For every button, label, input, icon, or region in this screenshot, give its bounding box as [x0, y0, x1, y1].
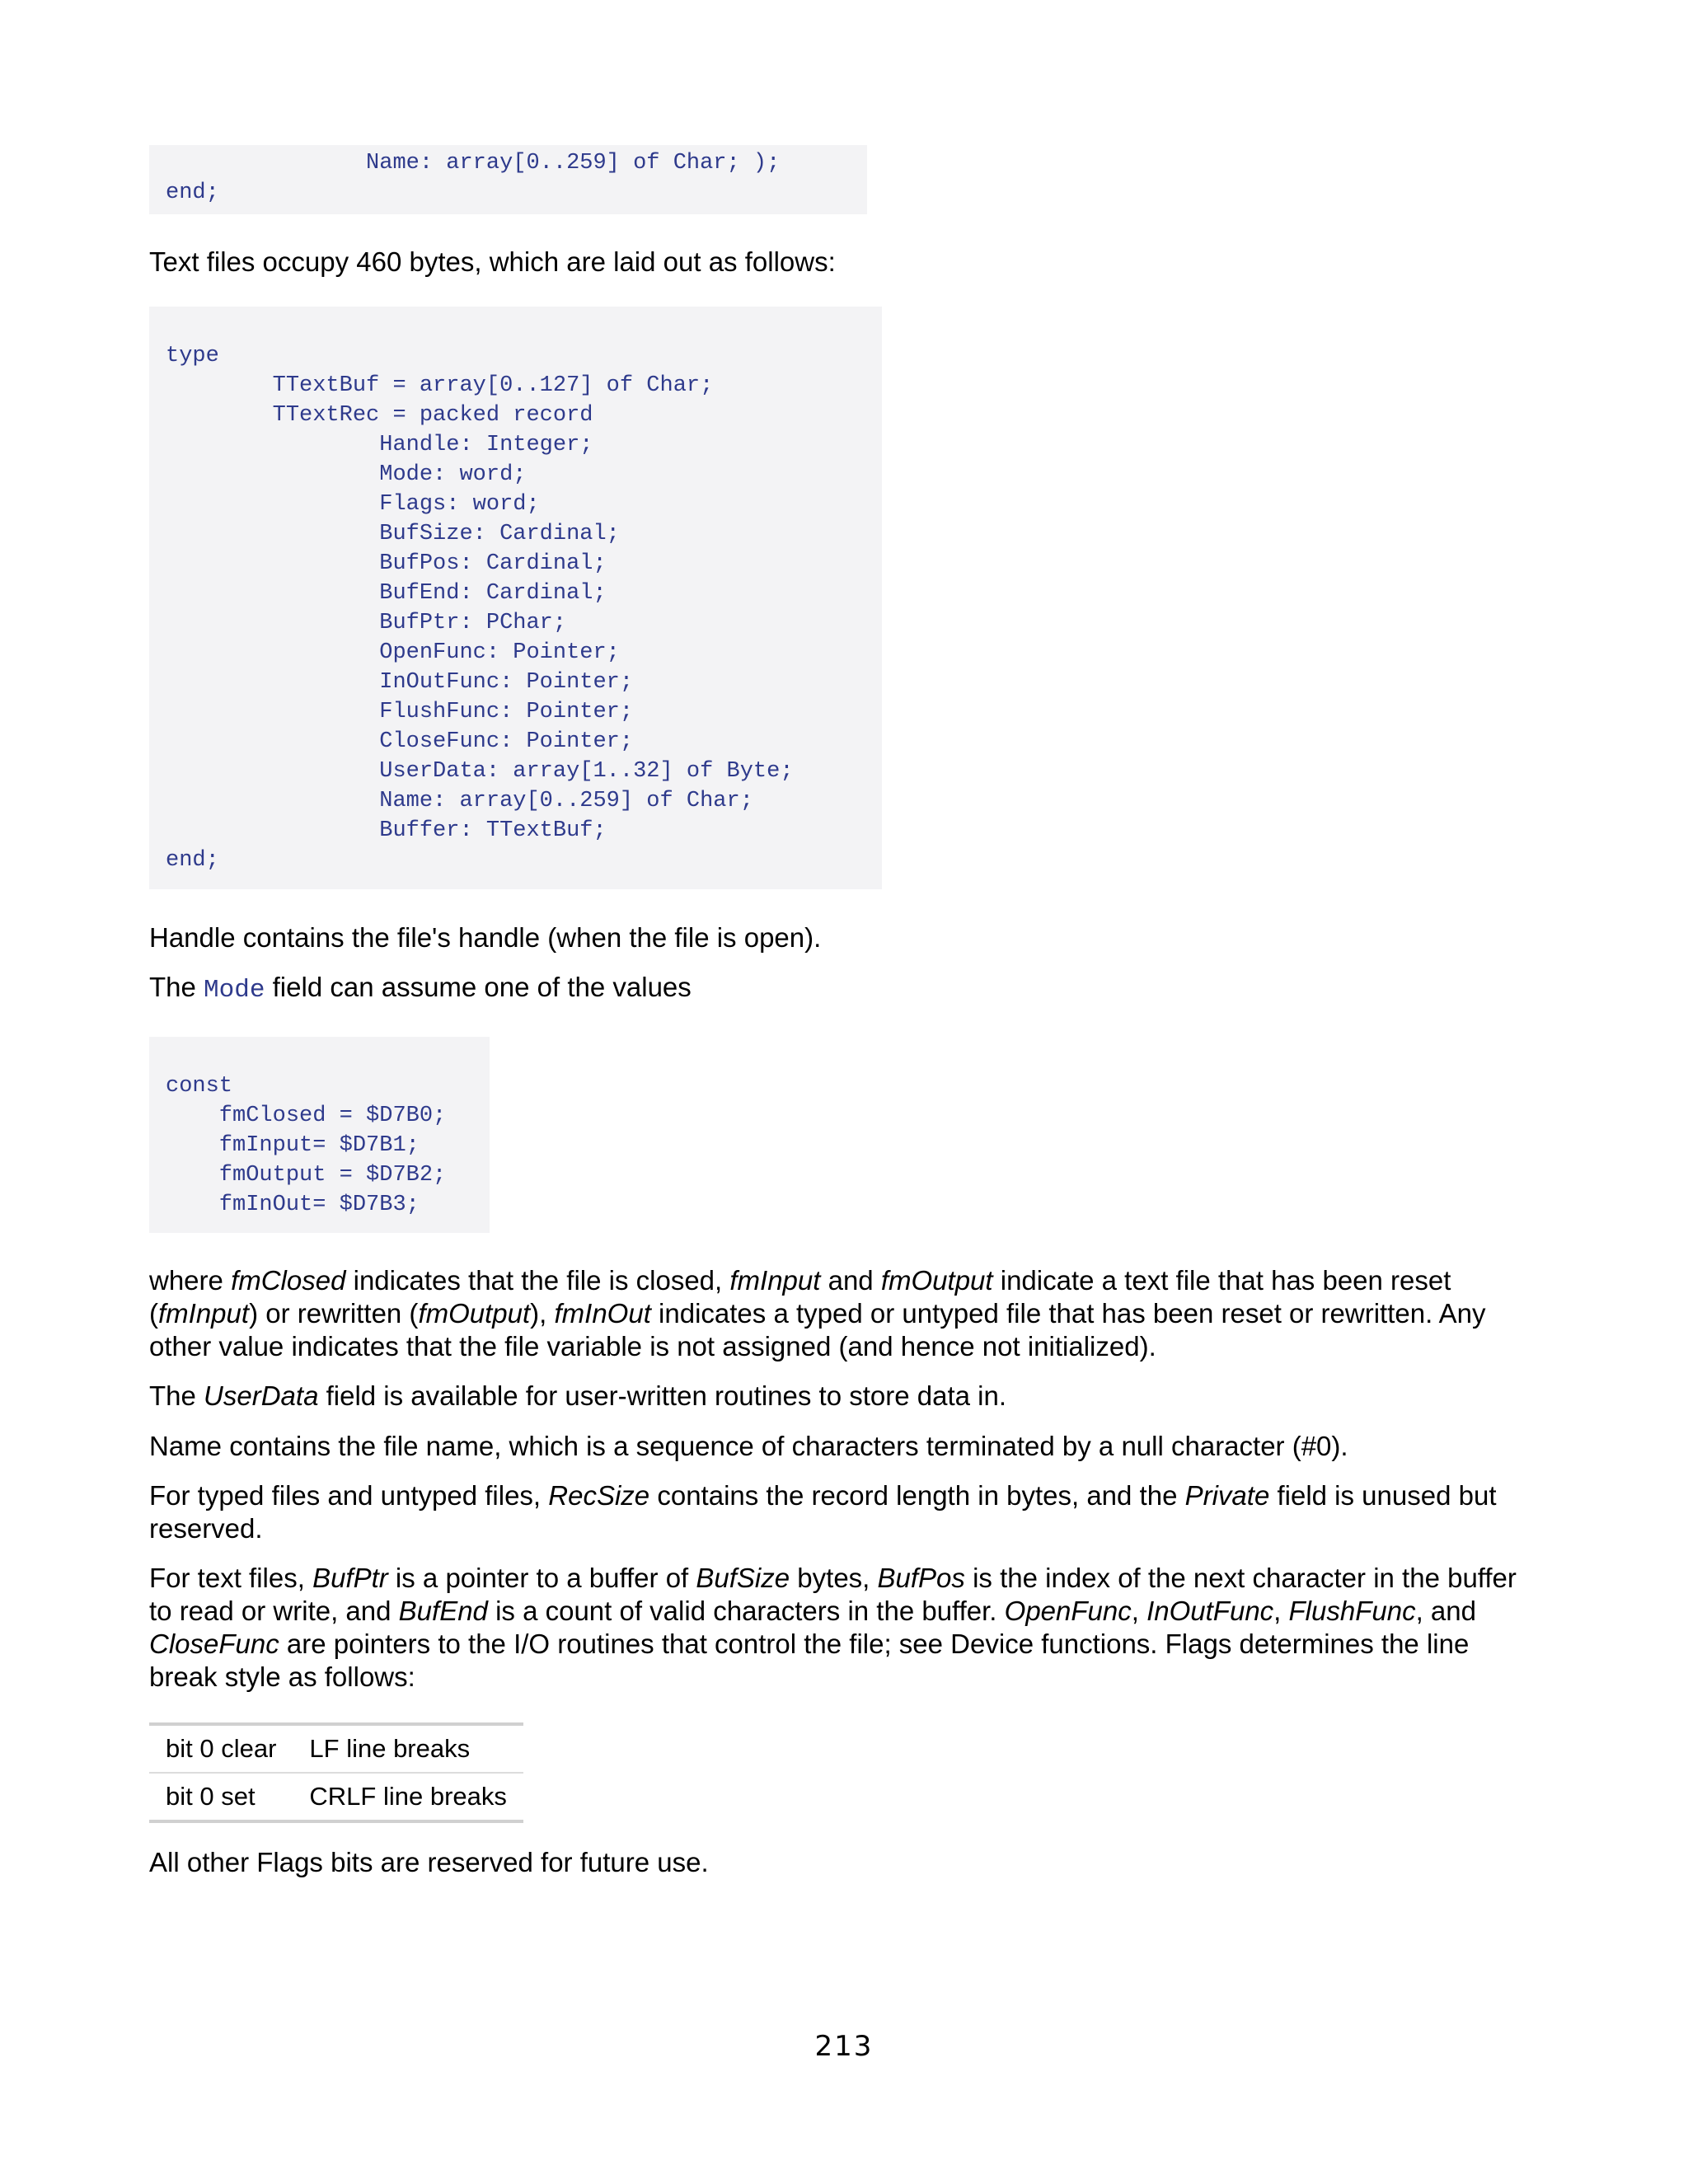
table-cell-meaning: CRLF line breaks — [293, 1773, 523, 1821]
text-run: and — [820, 1265, 881, 1296]
text-run: The — [149, 1380, 204, 1411]
emphasis: BufPtr — [312, 1563, 388, 1593]
mode-values-paragraph — [149, 1264, 1542, 1363]
text-run: , — [1273, 1596, 1289, 1626]
text-run: field can assume one of the values — [265, 972, 692, 1002]
text-run: For typed files and untyped files, — [149, 1480, 549, 1511]
text-run: field is available for user-written routines to store data in. — [318, 1380, 1007, 1411]
text-run: , — [1131, 1596, 1147, 1626]
emphasis: BufEnd — [398, 1596, 488, 1626]
code-line: end; — [166, 180, 219, 205]
emphasis: CloseFunc — [149, 1629, 279, 1659]
emphasis: OpenFunc — [1004, 1596, 1132, 1626]
code-line: const — [166, 1074, 233, 1099]
inline-code-mode: Mode — [204, 976, 265, 1005]
text-files-paragraph — [149, 1562, 1542, 1694]
text-run: are pointers to the I/O routines that control the file; see Device functions. Flags determines the line break style as follows: — [149, 1629, 1470, 1692]
emphasis: InOutFunc — [1146, 1596, 1274, 1626]
emphasis: fmInput — [729, 1265, 821, 1296]
text-run: is the index of the next character in the buffer to read or write, and — [149, 1563, 1517, 1626]
text-run: indicate a text file that has been reset ( — [149, 1265, 1451, 1329]
code-line: Handle: Integer; — [166, 433, 593, 457]
code-line: fmInOut= $D7B3; — [166, 1193, 420, 1217]
text-run: is a pointer to a buffer of — [387, 1563, 696, 1593]
code-line: InOutFunc: Pointer; — [166, 670, 634, 695]
code-line: FlushFunc: Pointer; — [166, 700, 634, 724]
code-line: fmInput= $D7B1; — [166, 1133, 420, 1158]
text-run: is a count of valid characters in the buffer. — [487, 1596, 1005, 1626]
table-row — [149, 1724, 523, 1773]
emphasis: BufSize — [696, 1563, 790, 1593]
code-line: type — [166, 344, 219, 368]
text-run: For text files, — [149, 1563, 313, 1593]
code-line: fmOutput = $D7B2; — [166, 1163, 447, 1188]
intro-paragraph: Text files occupy 460 bytes, which are laid out as follows: — [149, 246, 836, 277]
code-line: BufPtr: PChar; — [166, 611, 567, 635]
text-run: indicates a typed or untyped file that has been reset or rewritten. Any other value indicates that the file variable is not assigned (and hence not initialized). — [149, 1298, 1486, 1361]
code-line: BufSize: Cardinal; — [166, 522, 620, 546]
emphasis: fmInput — [158, 1298, 250, 1329]
code-line: BufEnd: Cardinal; — [166, 581, 607, 606]
text-run: where — [149, 1265, 232, 1296]
reserved-paragraph: All other Flags bits are reserved for future use. — [149, 1847, 709, 1877]
text-run: indicates that the file is closed, — [345, 1265, 730, 1296]
emphasis: fmOutput — [880, 1265, 993, 1296]
table-cell-bit: bit 0 clear — [166, 1734, 277, 1763]
code-line: Name: array[0..259] of Char; ); — [166, 151, 781, 176]
code-line: Name: array[0..259] of Char; — [166, 789, 753, 813]
page-number: 213 — [814, 2030, 874, 2063]
table-row — [149, 1773, 523, 1821]
code-block-mode-constants — [149, 1037, 490, 1233]
emphasis: fmInOut — [554, 1298, 651, 1329]
emphasis: fmOutput — [418, 1298, 531, 1329]
code-block-name-fragment — [149, 145, 867, 214]
text-run: ) or rewritten ( — [249, 1298, 419, 1329]
text-run: ), — [530, 1298, 555, 1329]
code-line: end; — [166, 848, 219, 873]
typed-files-paragraph — [149, 1479, 1542, 1545]
text-run: contains the record length in bytes, and the — [649, 1480, 1185, 1511]
code-line: Flags: word; — [166, 492, 540, 517]
code-line: TTextBuf = array[0..127] of Char; — [166, 373, 714, 398]
table-cell-bit: bit 0 set — [149, 1773, 293, 1821]
code-line: fmClosed = $D7B0; — [166, 1104, 447, 1128]
emphasis: Private — [1184, 1480, 1270, 1511]
handle-paragraph: Handle contains the file's handle (when the file is open). — [149, 922, 822, 953]
emphasis: BufPos — [877, 1563, 965, 1593]
code-line — [166, 312, 882, 341]
code-line — [166, 1042, 490, 1071]
code-line: UserData: array[1..32] of Byte; — [166, 759, 794, 784]
text-run: field is unused but reserved. — [149, 1480, 1497, 1544]
text-run: bytes, — [790, 1563, 878, 1593]
table-cell-meaning: LF line breaks — [309, 1734, 471, 1763]
flags-table — [149, 1722, 523, 1823]
userdata-paragraph — [149, 1380, 1542, 1413]
code-line: Buffer: TTextBuf; — [166, 818, 607, 843]
text-run: The — [149, 972, 204, 1002]
emphasis: FlushFunc — [1288, 1596, 1416, 1626]
emphasis: UserData — [204, 1380, 319, 1411]
text-run: , and — [1415, 1596, 1476, 1626]
emphasis: RecSize — [548, 1480, 650, 1511]
name-paragraph: Name contains the file name, which is a sequence of characters terminated by a null character (#0). — [149, 1431, 1348, 1461]
emphasis: fmClosed — [231, 1265, 346, 1296]
code-block-ttextrec — [149, 307, 882, 889]
code-line: Mode: word; — [166, 462, 527, 487]
code-line: CloseFunc: Pointer; — [166, 729, 634, 754]
code-line: TTextRec = packed record — [166, 403, 593, 428]
code-line: OpenFunc: Pointer; — [166, 640, 620, 665]
code-line: BufPos: Cardinal; — [166, 551, 607, 576]
mode-paragraph — [149, 971, 1542, 1007]
